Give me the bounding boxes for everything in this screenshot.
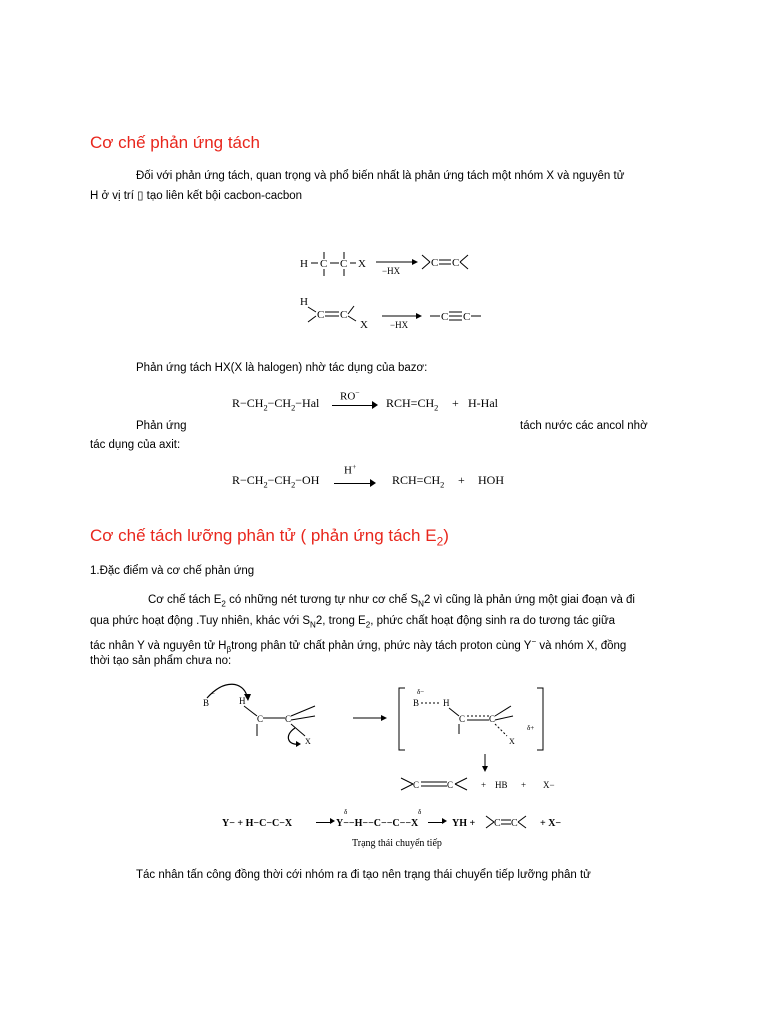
e2-paragraph-line-3: tác nhân Y và nguyên tử $H_\beta trong$ phân tử chất phản ứng, phức này tách proton cùng Y− và nhóm X, đồng <box>90 637 627 655</box>
svg-text:C: C <box>463 311 471 323</box>
svg-text:C: C <box>257 714 264 724</box>
svg-text:+: + <box>481 780 487 790</box>
svg-text:H: H <box>443 698 450 708</box>
intro-line-2: H ở vị trí ▯ tạo liên kết bội cacbon-cacbon <box>90 190 303 202</box>
e2-overall-equation: Y− + H−C−C−X Y−−H−−C−−C−−X δ δ Trạng thái chuyển tiếp YH + C C + X− <box>222 808 562 849</box>
reaction-hx2-reactant <box>300 296 368 331</box>
svg-text:C: C <box>340 309 348 321</box>
svg-text:X: X <box>360 319 368 331</box>
transition-state-label: Trạng thái chuyển tiếp <box>352 838 442 849</box>
reaction-hx-reactant <box>300 252 366 276</box>
atom-x: X <box>358 258 366 270</box>
section-heading-e2: Cơ chế tách lưỡng phân tử ( phản ứng tách $E_2$) <box>90 526 449 549</box>
svg-text:X: X <box>305 737 311 746</box>
svg-text:−: − <box>211 690 215 698</box>
svg-text:C: C <box>489 714 496 724</box>
condition-hx: −HX <box>382 266 401 276</box>
h-label: H <box>239 696 246 706</box>
e2-paragraph-line-2: qua phức hoạt động .Tuy nhiên, khác với $S_N2$, trong $E_2$, phức chất hoạt động sinh ra do tương tác giữa <box>90 615 616 630</box>
svg-text:C: C <box>441 311 449 323</box>
svg-text:X: X <box>509 737 515 746</box>
ts-base-label: B <box>413 698 420 708</box>
svg-text:X−: X− <box>543 780 555 790</box>
atom-c2: C <box>340 258 348 270</box>
section-heading-elimination: Cơ chế phản ứng tách <box>90 133 260 152</box>
svg-text:C: C <box>447 780 454 790</box>
e2-paragraph-line-1: Cơ chế tách $E_2$ có những nét tương tự như cơ chế $S_N2$ vì cũng là phản ứng một giai đoạn và đi <box>148 594 635 609</box>
e2-mechanism-diagram <box>195 680 575 800</box>
svg-text:HB: HB <box>495 780 508 790</box>
elimination-scheme-diagram <box>290 240 500 340</box>
base-label: B <box>203 698 210 708</box>
reaction-hx2-product <box>430 311 481 323</box>
svg-text:C: C <box>459 714 466 724</box>
e2-paragraph-line-4: thời tạo sản phẩm chưa no: <box>90 655 232 667</box>
equation-base: $R-CH_2-CH_2-Hal$ RO− $RCH=CH_2$ + H-Hal <box>232 388 498 413</box>
acid-text-right: tách nước các ancol nhờ <box>520 420 648 432</box>
svg-text:H: H <box>300 296 308 308</box>
svg-text:C: C <box>317 309 325 321</box>
figure-caption: Tác nhân tấn công đồng thời cới nhóm ra đi tạo nên trạng thái chuyển tiếp lưỡng phân tử <box>136 869 591 881</box>
equation-acid: $R-CH_2-CH_2-OH$ H+ $RCH=CH_2$ + HOH <box>232 462 504 490</box>
subheading-features: 1.Đặc điểm và cơ chế phản ứng <box>90 565 255 577</box>
svg-text:C: C <box>413 780 420 790</box>
condition-hx-2: −HX <box>390 320 409 330</box>
svg-text:C: C <box>494 818 501 829</box>
svg-text:δ+: δ+ <box>527 724 535 732</box>
atom-h: H <box>300 258 308 270</box>
svg-text:C: C <box>511 818 518 829</box>
svg-text:C: C <box>285 714 292 724</box>
svg-text:C: C <box>431 257 439 269</box>
svg-text:C: C <box>452 257 460 269</box>
acid-text-line2: tác dụng của axit: <box>90 439 181 451</box>
svg-text:+: + <box>521 780 527 790</box>
svg-text:δ−: δ− <box>417 688 425 696</box>
base-elimination-text: Phản ứng tách HX(X là halogen) nhờ tác dụng của bazơ: <box>136 362 428 374</box>
reaction-hx-product <box>422 255 468 269</box>
intro-line-1: Đối với phản ứng tách, quan trọng và phổ biến nhất là phản ứng tách một nhóm X và nguyên tử <box>136 170 625 182</box>
atom-c1: C <box>320 258 328 270</box>
acid-text-left: Phản ứng <box>136 420 187 432</box>
